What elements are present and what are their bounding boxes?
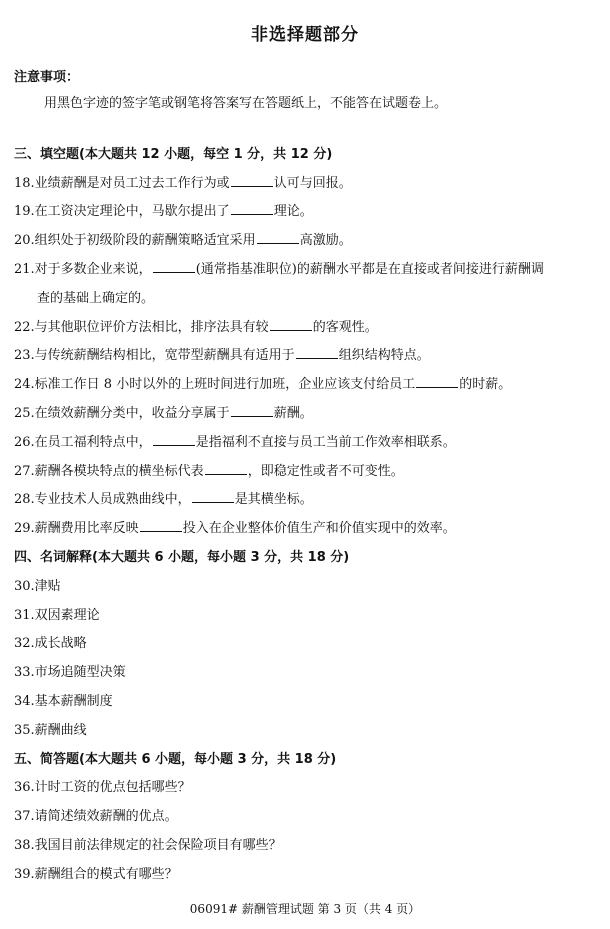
- question-text: 是指福利不直接与员工当前工作效率相联系。: [195, 435, 456, 450]
- answer-blank: [296, 346, 338, 359]
- question-19: [14, 200, 313, 219]
- answer-blank: [153, 433, 195, 446]
- question-text: 的时薪。: [459, 377, 512, 392]
- question-25: [14, 402, 313, 421]
- question-35: 35.薪酬曲线: [14, 723, 87, 738]
- page-title: 非选择题部分: [251, 25, 359, 45]
- question-text: 23.与传统薪酬结构相比，宽带型薪酬具有适用于: [14, 348, 295, 363]
- question-20: [14, 229, 352, 248]
- question-18: [14, 172, 352, 191]
- question-37: 37.请简述绩效薪酬的优点。: [14, 809, 178, 824]
- answer-blank: [153, 260, 195, 273]
- question-text: 25.在绩效薪酬分类中，收益分享属于: [14, 406, 230, 421]
- question-text: 组织结构特点。: [338, 348, 430, 363]
- question-text: 理论。: [273, 204, 313, 219]
- question-33: 33.市场追随型决策: [14, 665, 126, 680]
- answer-blank: [416, 375, 458, 388]
- question-text: 是其横坐标。: [234, 492, 313, 507]
- answer-blank: [140, 519, 182, 532]
- question-text: 薪酬。: [273, 406, 313, 421]
- question-text: 22.与其他职位评价方法相比，排序法具有较: [14, 320, 269, 335]
- question-text: ，即稳定性或者不可变性。: [247, 464, 404, 479]
- question-30: 30.津贴: [14, 579, 61, 594]
- question-26: [14, 431, 456, 450]
- question-21: [14, 258, 544, 277]
- notice-heading: 注意事项：: [14, 70, 80, 85]
- question-21-continuation: 查的基础上确定的。: [37, 291, 155, 306]
- section-heading-fill-in: 三、填空题(本大题共 12 小题，每空 1 分，共 12 分): [14, 147, 333, 162]
- question-text: 21.对于多数企业来说，: [14, 262, 152, 277]
- notice-text: 用黑色字迹的签字笔或钢笔将答案写在答题纸上，不能答在试题卷上。: [44, 96, 448, 111]
- page-footer: 06091# 薪酬管理试题 第 3 页（共 4 页）: [189, 902, 421, 916]
- question-text: 29.薪酬费用比率反映: [14, 521, 139, 536]
- answer-blank: [231, 174, 273, 187]
- question-text: 18.业绩薪酬是对员工过去工作行为或: [14, 176, 230, 191]
- question-text: 26.在员工福利特点中，: [14, 435, 152, 450]
- question-32: 32.成长战略: [14, 636, 87, 651]
- question-27: [14, 460, 404, 479]
- question-38: 38.我国目前法律规定的社会保险项目有哪些？: [14, 838, 282, 853]
- question-29: [14, 517, 456, 536]
- answer-blank: [192, 490, 234, 503]
- question-text: 高激励。: [299, 233, 352, 248]
- answer-blank: [270, 318, 312, 331]
- question-text: 投入在企业整体价值生产和价值实现中的效率。: [182, 521, 456, 536]
- question-text: 19.在工资决定理论中，马歇尔提出了: [14, 204, 230, 219]
- question-text: 认可与回报。: [273, 176, 352, 191]
- answer-blank: [257, 231, 299, 244]
- question-22: [14, 316, 378, 335]
- question-31: 31.双因素理论: [14, 608, 100, 623]
- section-heading-terms: 四、名词解释(本大题共 6 小题，每小题 3 分，共 18 分): [14, 550, 350, 565]
- question-text: 20.组织处于初级阶段的薪酬策略适宜采用: [14, 233, 256, 248]
- question-34: 34.基本薪酬制度: [14, 694, 113, 709]
- question-23: [14, 344, 430, 363]
- question-text: 的客观性。: [312, 320, 378, 335]
- question-text: 24.标准工作日 8 小时以外的上班时间进行加班，企业应该支付给员工: [14, 377, 416, 392]
- question-text: 28.专业技术人员成熟曲线中，: [14, 492, 191, 507]
- question-39: 39.薪酬组合的模式有哪些？: [14, 867, 178, 882]
- answer-blank: [205, 462, 247, 475]
- question-text: (通常指基准职位)的薪酬水平都是在直接或者间接进行薪酬调: [195, 262, 544, 277]
- answer-blank: [231, 202, 273, 215]
- question-28: [14, 488, 313, 507]
- question-24: [14, 373, 511, 392]
- section-heading-short-answer: 五、简答题(本大题共 6 小题，每小题 3 分，共 18 分): [14, 752, 337, 767]
- answer-blank: [231, 404, 273, 417]
- question-text: 27.薪酬各模块特点的横坐标代表: [14, 464, 204, 479]
- question-36: 36.计时工资的优点包括哪些？: [14, 780, 191, 795]
